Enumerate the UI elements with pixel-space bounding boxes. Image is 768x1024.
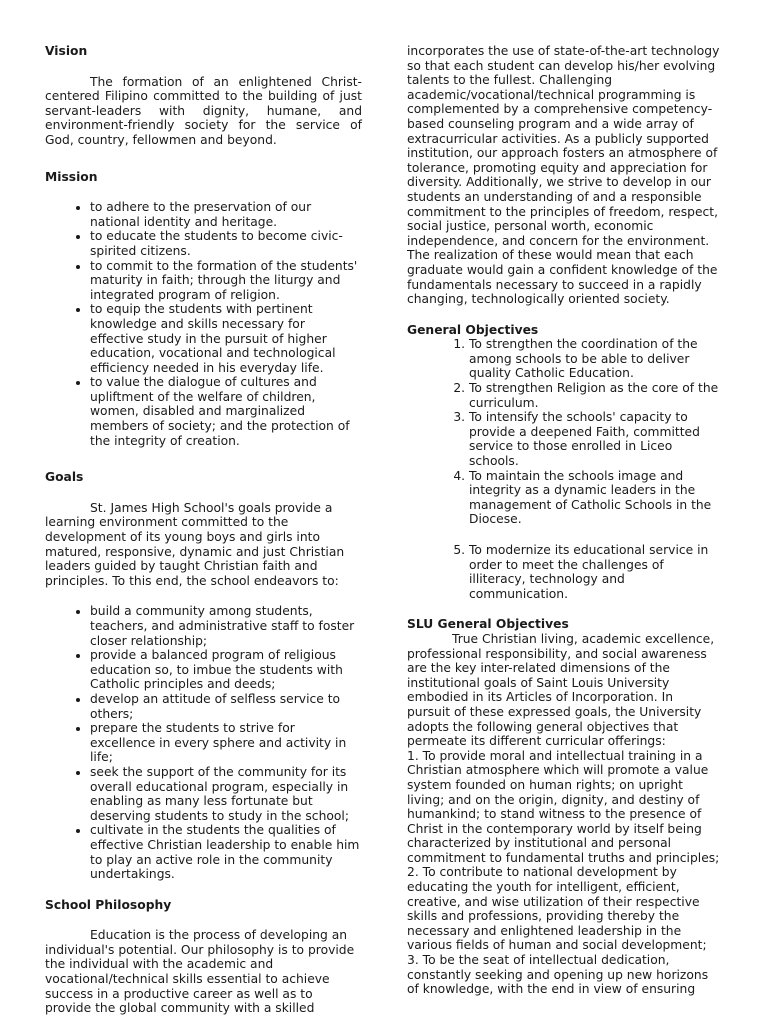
goals-item: • prepare the students to strive for excellence in every sphere and activity in life;	[90, 721, 362, 765]
slu-objective-item: 1. To provide moral and intellectual training in a Christian atmosphere which will promote a value system founded on human rights; on upright living; and on the origin, dignity, and destiny of humankind; to stand witness to the presence of Christ in the contemporary world by itself being characterized by institutional and personal commitment to fundamental truths and principles;	[407, 748, 720, 865]
goals-list	[45, 604, 362, 881]
goals-item: • seek the support of the community for its overall educational program, especially in enabling as many less fortunate but deserving students to study in the school;	[90, 765, 362, 823]
vision-text: The formation of an enlightened Christ-centered Filipino committed to the building of just servant-leaders with dignity, humane, and environment-friendly society for the service of God, country, fellowmen and beyond.	[45, 74, 362, 147]
mission-item: • to adhere to the preservation of our national identity and heritage.	[90, 200, 362, 229]
left-column	[45, 44, 362, 1016]
slu-objectives-intro: True Christian living, academic excellence, professional responsibility, and social awareness are the key inter-related dimensions of the institutional goals of Saint Louis University embodied in its Articles of Incorporation. In pursuit of these expressed goals, the University adopts the following general objectives that permeate its different curricular offerings:	[407, 631, 715, 749]
objective-item: 4. To maintain the schools image and integrity as a dynamic leaders in the management of Catholic Schools in the Diocese.	[469, 469, 720, 527]
mission-heading: Mission	[45, 169, 98, 184]
objective-item: 2. To strengthen Religion as the core of the curriculum.	[469, 381, 720, 410]
goals-intro: St. James High School's goals provide a learning environment committed to the development of its young boys and girls into matured, responsive, dynamic and just Christian leaders guided by taught Christian faith and principles. To this end, the school endeavors to:	[45, 500, 345, 588]
goals-heading: Goals	[45, 470, 84, 485]
philosophy-continued: incorporates the use of state-of-the-art technology so that each student can develop his/her evolving talents to the fullest. Challenging academic/vocational/technical programming is complemented by a comprehensive competency-based counseling program and a wide array of extracurricular activities. As a publicly supported institution, our approach fosters an atmosphere of tolerance, promoting equity and appreciation for diversity. Additionally, we strive to develop in our students an understanding of and a responsible commitment to the principles of freedom, respect, social justice, personal worth, economic independence, and concern for the environment. The realization of these would mean that each graduate would gain a confident knowledge of the fundamentals necessary to succeed in a rapidly changing, technologically oriented society.	[407, 44, 720, 307]
philosophy-heading: School Philosophy	[45, 897, 172, 912]
mission-item: • to commit to the formation of the students' maturity in faith; through the liturgy and integrated program of religion.	[90, 259, 362, 303]
mission-item: • to educate the students to become civic-spirited citizens.	[90, 229, 362, 258]
mission-list	[45, 200, 362, 448]
general-objectives-list-continued	[407, 543, 720, 601]
goals-item: • develop an attitude of selfless service to others;	[90, 692, 362, 721]
general-objectives-heading: General Objectives	[407, 322, 539, 337]
goals-item: • build a community among students, teachers, and administrative staff to foster closer relationship;	[90, 604, 362, 648]
goals-item: • cultivate in the students the qualities of effective Christian leadership to enable him to play an active role in the community undertakings.	[90, 823, 362, 881]
vision-heading: Vision	[45, 44, 88, 58]
right-column	[407, 44, 720, 997]
mission-item: • to value the dialogue of cultures and upliftment of the welfare of children, women, disabled and marginalized members of society; and the protection of the integrity of creation.	[90, 375, 362, 448]
philosophy-text: Education is the process of developing an individual's potential. Our philosophy is to provide the individual with the academic and vocational/technical skills essential to achieve success in a productive career as well as to provide the global community with a skilled	[45, 928, 355, 1016]
goals-item: • provide a balanced program of religious education so, to imbue the students with Catholic principles and deeds;	[90, 648, 362, 692]
objective-item: 3. To intensify the schools' capacity to provide a deepened Faith, committed service to those enrolled in Liceo schools.	[469, 410, 720, 468]
objective-item: 1. To strengthen the coordination of the among schools to be able to deliver quality Catholic Education.	[469, 337, 720, 381]
slu-objective-item: 3. To be the seat of intellectual dedication, constantly seeking and opening up new horizons of knowledge, with the end in view of ensuring	[407, 953, 709, 997]
slu-objectives-heading: SLU General Objectives	[407, 617, 569, 632]
general-objectives-list	[407, 337, 720, 527]
mission-item: • to equip the students with pertinent knowledge and skills necessary for effective study in the pursuit of higher education, vocational and technological efficiency needed in his everyday life.	[90, 302, 362, 375]
objective-item: 5. To modernize its educational service in order to meet the challenges of illiteracy, technology and communication.	[469, 543, 720, 601]
slu-objective-item: 2. To contribute to national development by educating the youth for intelligent, efficient, creative, and wise utilization of their respective skills and professions, providing thereby the necessary and enlightened leadership in the various fields of human and social development;	[407, 865, 707, 953]
